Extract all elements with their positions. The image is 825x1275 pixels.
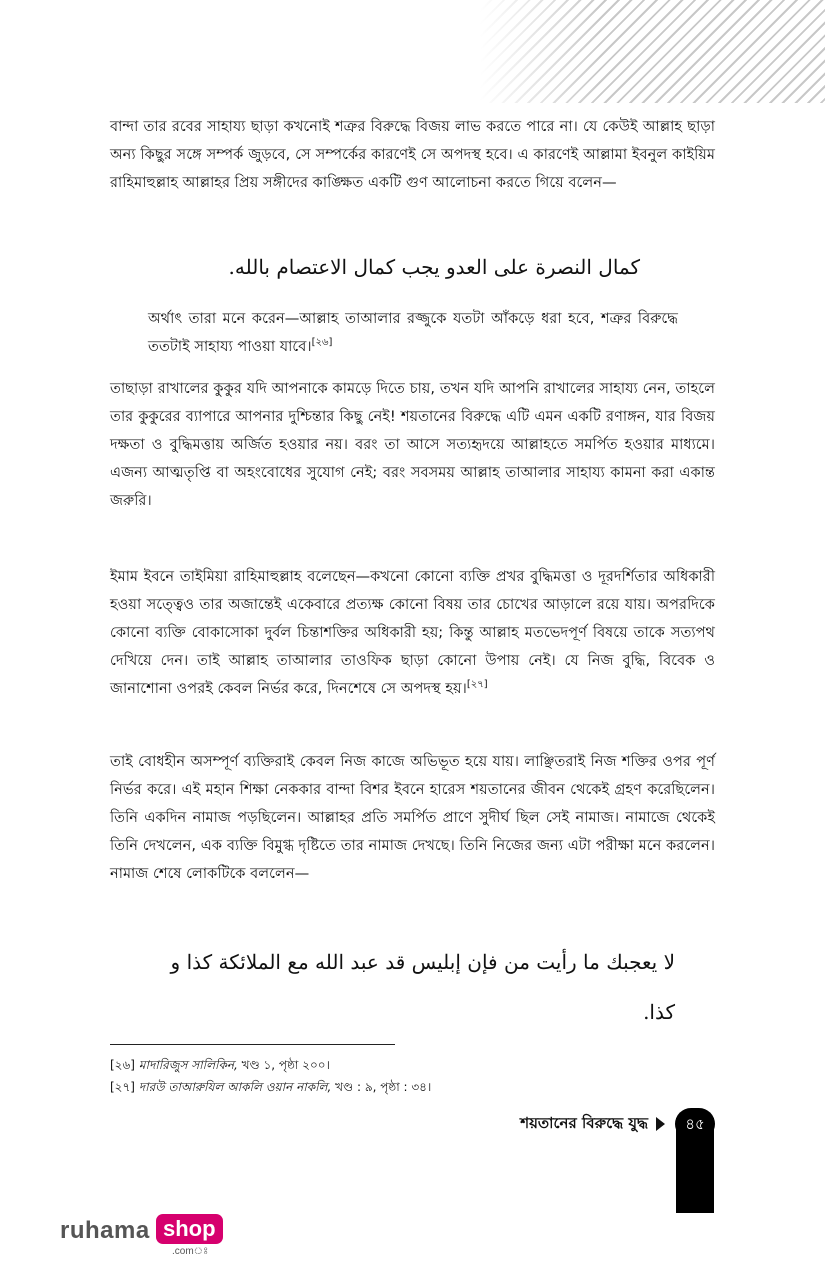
paragraph-3	[110, 563, 715, 703]
logo-com-text: .comঃ	[172, 1246, 209, 1257]
arrow-right-icon	[656, 1117, 665, 1131]
header-stripe-fade	[480, 0, 825, 103]
arabic-quote-1: كمال النصرة على العدو يجب كمال الاعتصام بالله.	[228, 255, 640, 279]
page-number: ৪৫	[679, 1111, 711, 1137]
logo-shop-text: shop	[156, 1214, 223, 1244]
running-title: শয়তানের বিরুদ্ধে যুদ্ধ	[520, 1114, 648, 1132]
paragraph-3-text: ইমাম ইবনে তাইমিয়া রাহিমাহুল্লাহ বলেছেন—কখনো কোনো ব্যক্তি প্রখর বুদ্ধিমত্তা ও দূরদর্শিতার অধিকারী হওয়া সত্ত্বেও তার অজান্তেই একেবারে প্রত্যক্ষ কোনো বিষয় তার চোখের আড়ালে রয়ে যায়। অপরদিকে কোনো ব্যক্তি বোকাসোকা দুর্বল চিন্তাশক্তির অধিকারী হয়; কিন্তু আল্লাহ মতভেদপূর্ণ বিষয়ে তাকে সত্যপথ দেখিয়ে দেন। তাই আল্লাহ তাআলার তাওফিক ছাড়া কোনো উপায় নেই। যে নিজ বুদ্ধি, বিবেক ও জানাশোনা ওপরই কেবল নির্ভর করে, দিনশেষে সে অপদস্থ হয়।	[110, 568, 715, 697]
footnote-ref-26[interactable]: [২৬]	[311, 337, 333, 349]
footnote-26	[110, 1056, 330, 1074]
paragraph-1: বান্দা তার রবের সাহায্য ছাড়া কখনোই শত্রুর বিরুদ্ধে বিজয় লাভ করতে পারে না। যে কেউই আল্লাহ ছাড়া অন্য কিছুর সঙ্গে সম্পর্ক জুড়বে, সে সম্পর্কের কারণেই সে অপদস্থ হবে। এ কারণেই আল্লামা ইবনুল কাইয়িম রাহিমাহুল্লাহ আল্লাহর প্রিয় সঙ্গীদের কাঙ্ক্ষিত একটি গুণ আলোচনা করতে গিয়ে বলেন—	[110, 118, 715, 191]
paragraph-4: তাই বোধহীন অসম্পূর্ণ ব্যক্তিরাই কেবল নিজ কাজে অভিভূত হয়ে যায়। লাঞ্ছিতরাই নিজ শক্তির ওপর পূর্ণ নির্ভর করে। এই মহান শিক্ষা নেককার বান্দা বিশর ইবনে হারেস শয়তানের জীবন থেকেই গ্রহণ করেছিলেন। তিনি একদিন নামাজ পড়ছিলেন। আল্লাহর প্রতি সমর্পিত প্রাণে সুদীর্ঘ ছিল সেই নামাজ। নামাজে থেকেই তিনি দেখলেন, এক ব্যক্তি বিমুগ্ধ দৃষ্টিতে তার নামাজ দেখছে। তিনি নিজের জন্য এটা পরীক্ষা মনে করলেন। নামাজ শেষে লোকটিকে বললেন—	[110, 753, 715, 882]
translation-1	[148, 305, 678, 361]
footnote-26-detail: খণ্ড ১, পৃষ্ঠা ২০০।	[237, 1058, 330, 1072]
footnote-divider	[110, 1044, 395, 1045]
logo-ruhama-text: ruhama	[60, 1217, 150, 1244]
footnote-26-source: মাদারিজুস সালিকিন,	[138, 1058, 238, 1072]
page-number-badge	[675, 1108, 715, 1140]
footnote-27-detail: খণ্ড : ৯, পৃষ্ঠা : ৩৪।	[331, 1080, 432, 1094]
footnote-27-source: দারউ তাআরুযিল আকলি ওয়ান নাকলি,	[138, 1080, 332, 1094]
paragraph-2: তাছাড়া রাখালের কুকুর যদি আপনাকে কামড়ে দিতে চায়, তখন যদি আপনি রাখালের সাহায্য নেন, তাহলে তার কুকুরের ব্যাপারে আপনার দুশ্চিন্তার কিছু নেই! শয়তানের বিরুদ্ধে এটি এমন একটি রণাঙ্গন, যার বিজয় দক্ষতা ও বুদ্ধিমত্তায় অর্জিত হওয়ার নয়। বরং তা আসে সত্যহৃদয়ে আল্লাহতে সমর্পিত হওয়ার মাধ্যমে। এজন্য আত্মতৃপ্তি বা অহংবোধের সুযোগ নেই; বরং সবসময় আল্লাহ তাআলার সাহায্য কামনা করা একান্ত জরুরি।	[110, 380, 715, 509]
arabic-quote-2: لا يعجبك ما رأيت من فإن إبليس قد عبد الله مع الملائكة كذا و كذا.	[170, 950, 675, 1024]
footnote-27	[110, 1078, 431, 1096]
footnote-26-num: [২৬]	[110, 1058, 135, 1072]
footnote-ref-27[interactable]: [২৭]	[466, 679, 488, 691]
translation-1-text: অর্থাৎ তারা মনে করেন—আল্লাহ তাআলার রজ্জুকে যতটা আঁকড়ে ধরা হবে, শত্রুর বিরুদ্ধে ততটাই সাহায্য পাওয়া যাবে।	[148, 310, 678, 355]
footnote-27-num: [২৭]	[110, 1080, 135, 1094]
